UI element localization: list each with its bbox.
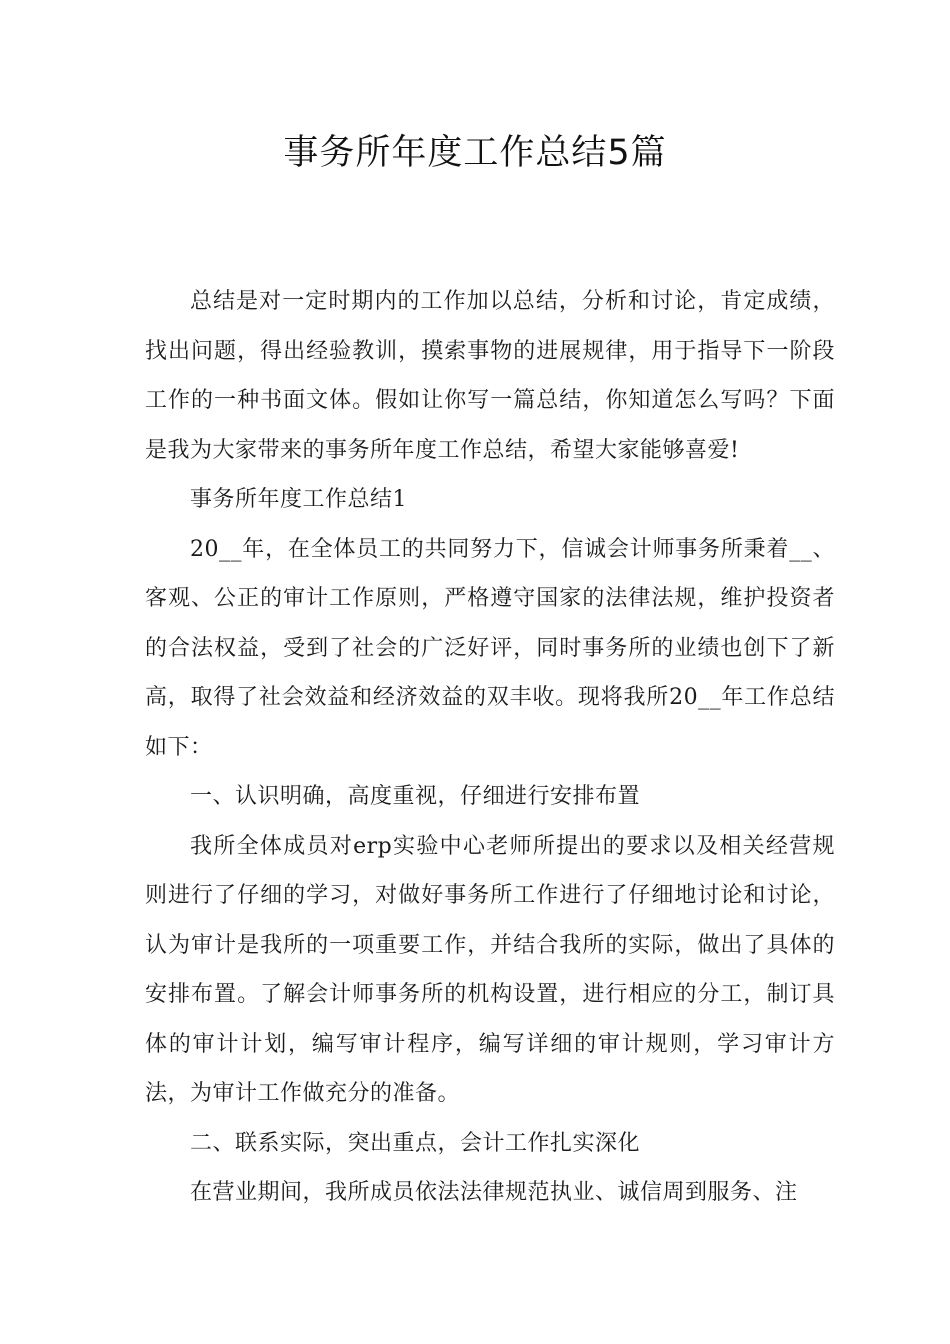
- document-body: [145, 277, 835, 1218]
- paragraph-intro: 总结是对一定时期内的工作加以总结，分析和讨论，肯定成绩，找出问题，得出经验教训，摸索事物的进展规律，用于指导下一阶段工作的一种书面文体。假如让你写一篇总结，你知道怎么写吗？下面是我为大家带来的事务所年度工作总结，希望大家能够喜爱!: [145, 289, 835, 463]
- paragraph-part-2: 在营业期间，我所成员依法法律规范执业、诚信周到服务、注: [190, 1180, 798, 1205]
- section-heading-part-1: 一、认识明确，高度重视，仔细进行安排布置: [190, 784, 641, 809]
- paragraph-overview: 20__年，在全体员工的共同努力下，信诚会计师事务所秉着__、客观、公正的审计工作原则，严格遵守国家的法律法规，维护投资者的合法权益，受到了社会的广泛好评，同时事务所的业绩也创下了新高，取得了社会效益和经济效益的双丰收。现将我所20__年工作总结如下：: [145, 536, 835, 760]
- page-title: 事务所年度工作总结5篇: [283, 133, 667, 173]
- paragraph-part-1: 我所全体成员对erp实验中心老师所提出的要求以及相关经营规则进行了仔细的学习，对做好事务所工作进行了仔细地讨论和讨论，认为审计是我所的一项重要工作，并结合我所的实际，做出了具体的安排布置。了解会计师事务所的机构设置，进行相应的分工，制订具体的审计计划，编写审计程序，编写详细的审计规则，学习审计方法，为审计工作做充分的准备。: [145, 833, 835, 1106]
- section-heading-part-2: 二、联系实际，突出重点，会计工作扎实深化: [190, 1130, 641, 1156]
- section-heading-1: 事务所年度工作总结1: [190, 487, 407, 512]
